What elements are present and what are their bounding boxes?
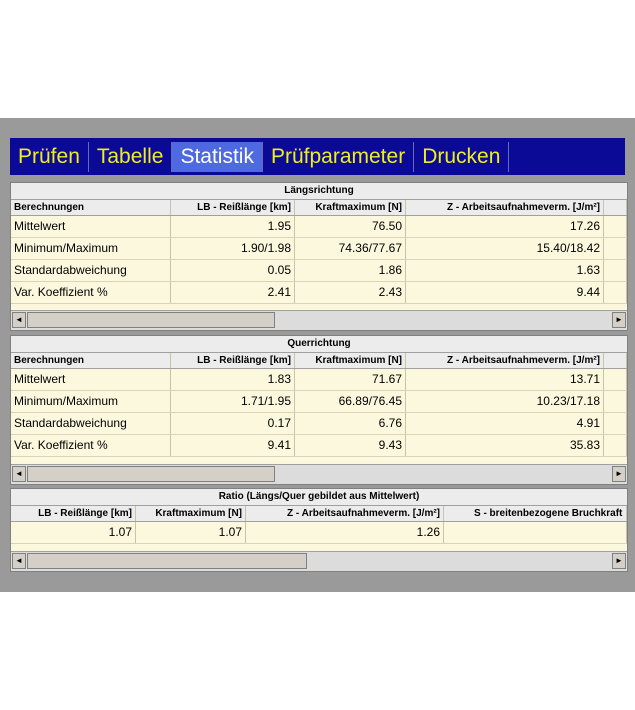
- horizontal-scrollbar[interactable]: [11, 464, 627, 484]
- column-header: Z - Arbeitsaufnahmeverm. [J/m²]: [246, 506, 444, 521]
- row-label: Standardabweichung: [11, 260, 171, 281]
- row-label: Mittelwert: [11, 369, 171, 390]
- column-header: Berechnungen: [11, 353, 171, 368]
- tab-pruefparameter[interactable]: Prüfparameter: [263, 142, 414, 172]
- tab-statistik[interactable]: Statistik: [172, 142, 263, 172]
- table-cell: 35.83: [406, 435, 604, 456]
- laengs-header-row: [11, 200, 627, 216]
- column-header: Berechnungen: [11, 200, 171, 215]
- column-header: Kraftmaximum [N]: [295, 200, 406, 215]
- table-row[interactable]: [11, 391, 627, 413]
- row-label: Minimum/Maximum: [11, 238, 171, 259]
- laengs-panel: [10, 182, 628, 331]
- column-header: LB - Reißlänge [km]: [171, 200, 295, 215]
- column-header: Z - Arbeitsaufnahmeverm. [J/m²]: [406, 353, 604, 368]
- row-label: Standardabweichung: [11, 413, 171, 434]
- tab-tabelle[interactable]: Tabelle: [89, 142, 173, 172]
- table-cell: [604, 391, 627, 412]
- column-header: Kraftmaximum [N]: [136, 506, 246, 521]
- table-cell: 0.17: [171, 413, 295, 434]
- table-cell: 4.91: [406, 413, 604, 434]
- table-cell: 9.44: [406, 282, 604, 303]
- scrollbar-thumb[interactable]: [27, 553, 307, 569]
- table-cell: 66.89/76.45: [295, 391, 406, 412]
- arrow-left-icon[interactable]: ◄: [12, 553, 26, 569]
- table-cell: 0.05: [171, 260, 295, 281]
- ratio-title: Ratio (Längs/Quer gebildet aus Mittelwert): [11, 489, 627, 506]
- quer-title: Querrichtung: [11, 336, 627, 353]
- table-cell: [444, 522, 627, 543]
- arrow-right-icon[interactable]: ►: [612, 312, 626, 328]
- column-header-empty: [604, 353, 627, 368]
- table-cell: 1.07: [11, 522, 136, 543]
- table-cell: 1.83: [171, 369, 295, 390]
- column-header: LB - Reißlänge [km]: [11, 506, 136, 521]
- table-cell: 1.63: [406, 260, 604, 281]
- horizontal-scrollbar[interactable]: [11, 310, 627, 330]
- quer-header-row: [11, 353, 627, 369]
- ratio-panel: [10, 488, 628, 572]
- table-cell: [604, 435, 627, 456]
- table-cell: 71.67: [295, 369, 406, 390]
- table-cell: 15.40/18.42: [406, 238, 604, 259]
- table-row[interactable]: [11, 260, 627, 282]
- table-cell: 1.86: [295, 260, 406, 281]
- table-cell: 9.43: [295, 435, 406, 456]
- row-label: Minimum/Maximum: [11, 391, 171, 412]
- ratio-header-row: [11, 506, 627, 522]
- table-cell: 17.26: [406, 216, 604, 237]
- column-header-empty: [604, 200, 627, 215]
- row-label: Var. Koeffizient %: [11, 435, 171, 456]
- table-cell: 74.36/77.67: [295, 238, 406, 259]
- table-cell: [604, 216, 627, 237]
- column-header: Z - Arbeitsaufnahmeverm. [J/m²]: [406, 200, 604, 215]
- table-cell: 1.71/1.95: [171, 391, 295, 412]
- table-cell: [604, 369, 627, 390]
- laengs-title: Längsrichtung: [11, 183, 627, 200]
- table-cell: 1.95: [171, 216, 295, 237]
- table-row[interactable]: [11, 238, 627, 260]
- arrow-left-icon[interactable]: ◄: [12, 466, 26, 482]
- table-cell: [604, 413, 627, 434]
- row-label: Mittelwert: [11, 216, 171, 237]
- table-cell: [604, 238, 627, 259]
- table-cell: 13.71: [406, 369, 604, 390]
- table-row[interactable]: [11, 522, 627, 544]
- table-cell: 2.41: [171, 282, 295, 303]
- table-cell: [604, 260, 627, 281]
- quer-panel: [10, 335, 628, 485]
- table-cell: 1.90/1.98: [171, 238, 295, 259]
- table-cell: 76.50: [295, 216, 406, 237]
- table-row[interactable]: [11, 413, 627, 435]
- horizontal-scrollbar[interactable]: [11, 551, 627, 571]
- arrow-right-icon[interactable]: ►: [612, 553, 626, 569]
- column-header: S - breitenbezogene Bruchkraft: [444, 506, 627, 521]
- scrollbar-thumb[interactable]: [27, 312, 275, 328]
- table-cell: 1.07: [136, 522, 246, 543]
- row-label: Var. Koeffizient %: [11, 282, 171, 303]
- app-window: [0, 118, 635, 592]
- table-row[interactable]: [11, 369, 627, 391]
- table-cell: 10.23/17.18: [406, 391, 604, 412]
- arrow-right-icon[interactable]: ►: [612, 466, 626, 482]
- tab-drucken[interactable]: Drucken: [414, 142, 509, 172]
- table-cell: 2.43: [295, 282, 406, 303]
- tab-pruefen[interactable]: Prüfen: [10, 142, 89, 172]
- table-row[interactable]: [11, 282, 627, 304]
- table-cell: 6.76: [295, 413, 406, 434]
- table-cell: [604, 282, 627, 303]
- table-cell: 1.26: [246, 522, 444, 543]
- main-navigation: [10, 138, 625, 175]
- column-header: Kraftmaximum [N]: [295, 353, 406, 368]
- arrow-left-icon[interactable]: ◄: [12, 312, 26, 328]
- table-row[interactable]: [11, 435, 627, 457]
- table-cell: 9.41: [171, 435, 295, 456]
- column-header: LB - Reißlänge [km]: [171, 353, 295, 368]
- table-row[interactable]: [11, 216, 627, 238]
- scrollbar-thumb[interactable]: [27, 466, 275, 482]
